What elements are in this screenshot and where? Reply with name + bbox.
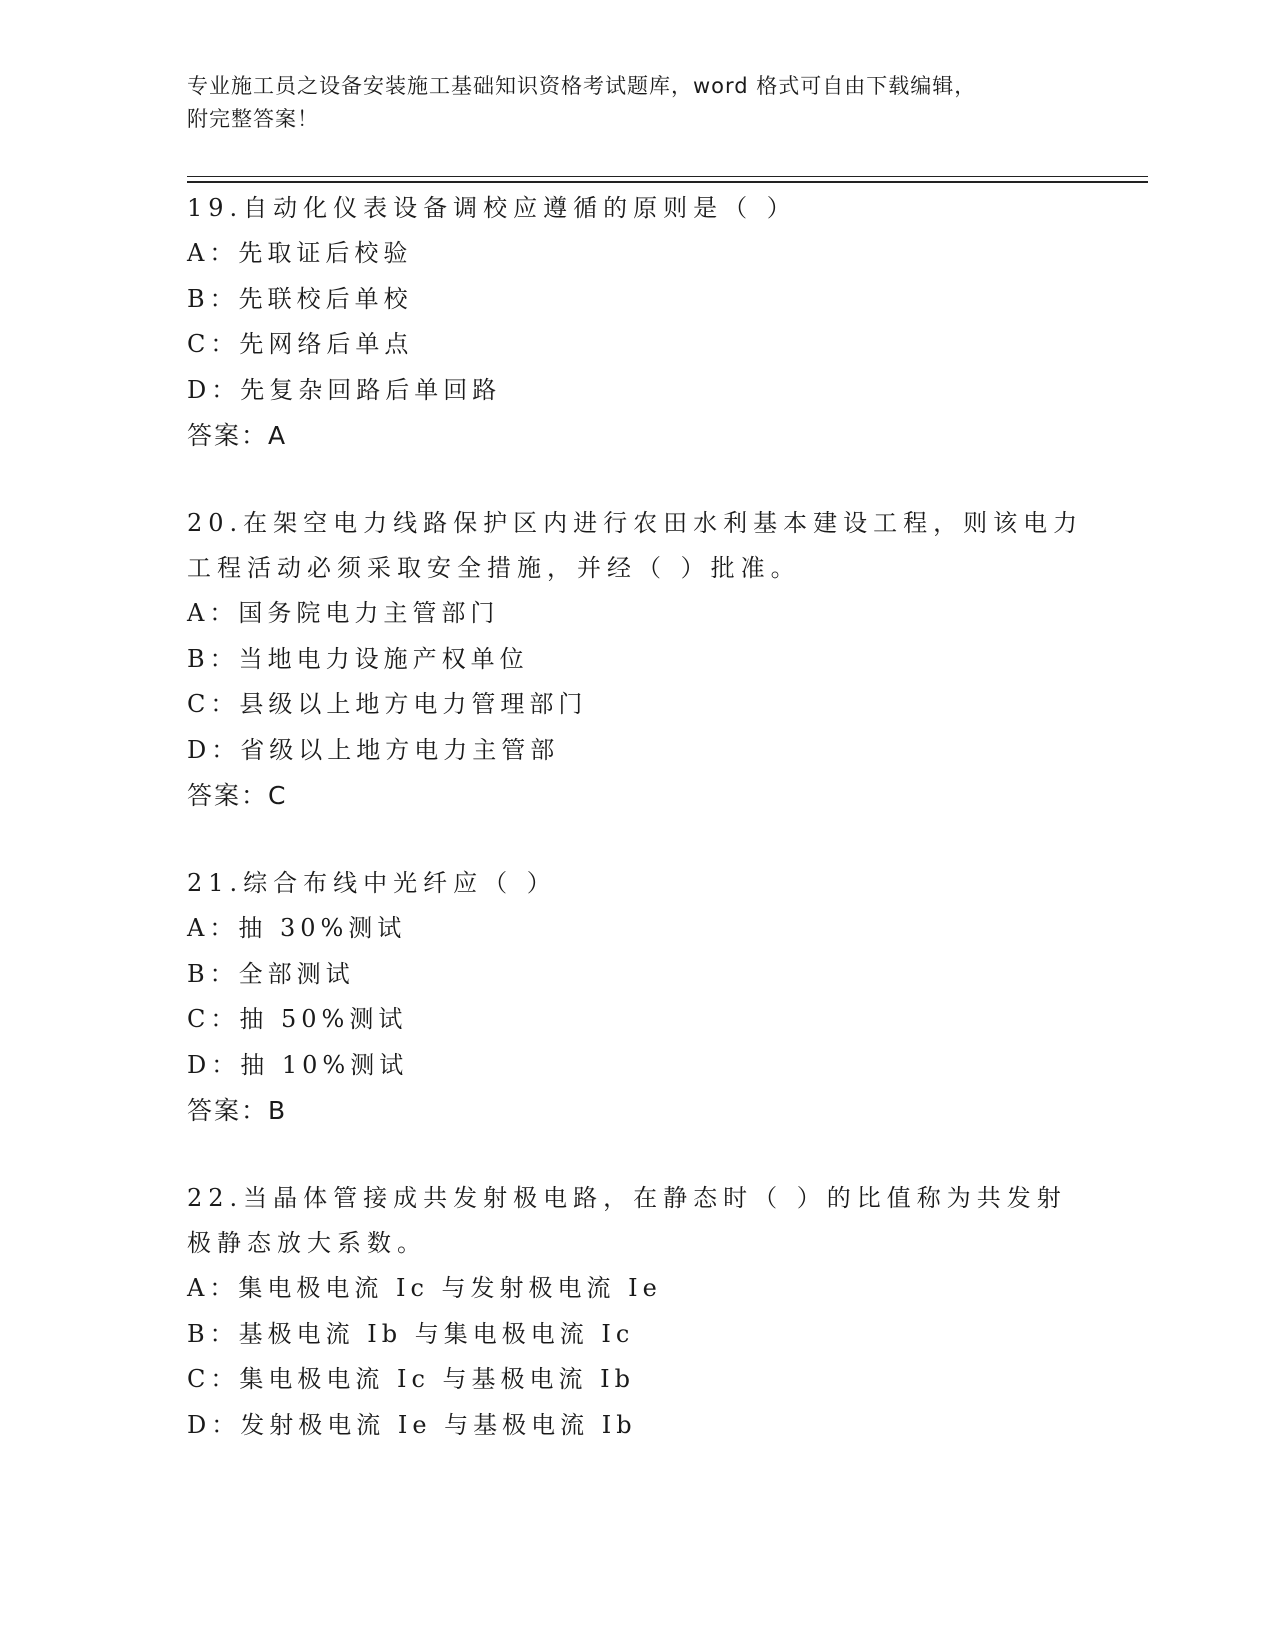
option-d: D：抽 10%测试 bbox=[187, 1050, 409, 1079]
option-c: C：先网络后单点 bbox=[187, 330, 414, 358]
option-d: D：发射极电流 Ie 与基极电流 Ib bbox=[187, 1410, 637, 1439]
question-title: 22.当晶体管接成共发射极电路，在静态时（ ）的比值称为共发射极静态放大系数。 bbox=[187, 1184, 1067, 1257]
question-title: 20.在架空电力线路保护区内进行农田水利基本建设工程，则该电力工程活动必须采取安全措施，并经（ ）批准。 bbox=[187, 509, 1084, 582]
option-c: C：县级以上地方电力管理部门 bbox=[187, 690, 588, 718]
option-a: A：抽 30%测试 bbox=[187, 914, 407, 942]
answer: 答案：C bbox=[187, 781, 288, 810]
question-list bbox=[187, 186, 1087, 1490]
document-header bbox=[187, 70, 1087, 136]
header-line-1: 专业施工员之设备安装施工基础知识资格考试题库，word 格式可自由下载编辑， bbox=[187, 74, 977, 98]
option-b: B：基极电流 Ib 与集电极电流 Ic bbox=[187, 1319, 635, 1348]
option-c: C：抽 50%测试 bbox=[187, 1005, 408, 1033]
question-21 bbox=[187, 861, 1087, 1134]
option-b: B：先联校后单校 bbox=[187, 284, 413, 313]
option-b: B：当地电力设施产权单位 bbox=[187, 644, 529, 673]
answer: 答案：A bbox=[187, 421, 288, 450]
question-title: 21.综合布线中光纤应（ ） bbox=[187, 869, 557, 897]
header-line-2: 附完整答案！ bbox=[187, 107, 319, 131]
question-title: 19.自动化仪表设备调校应遵循的原则是（ ） bbox=[187, 194, 797, 222]
answer: 答案：B bbox=[187, 1096, 288, 1125]
question-20 bbox=[187, 501, 1087, 819]
option-a: A：先取证后校验 bbox=[187, 239, 413, 267]
option-c: C：集电极电流 Ic 与基极电流 Ib bbox=[187, 1365, 636, 1393]
header-rule-thin bbox=[187, 176, 1148, 177]
header-rule-thick bbox=[187, 181, 1148, 183]
question-19 bbox=[187, 186, 1087, 459]
option-a: A：国务院电力主管部门 bbox=[187, 599, 500, 627]
option-d: D：省级以上地方电力主管部 bbox=[187, 735, 560, 764]
option-d: D：先复杂回路后单回路 bbox=[187, 375, 502, 404]
option-b: B：全部测试 bbox=[187, 959, 355, 988]
option-a: A：集电极电流 Ic 与发射极电流 Ie bbox=[187, 1274, 662, 1302]
question-22 bbox=[187, 1176, 1087, 1448]
